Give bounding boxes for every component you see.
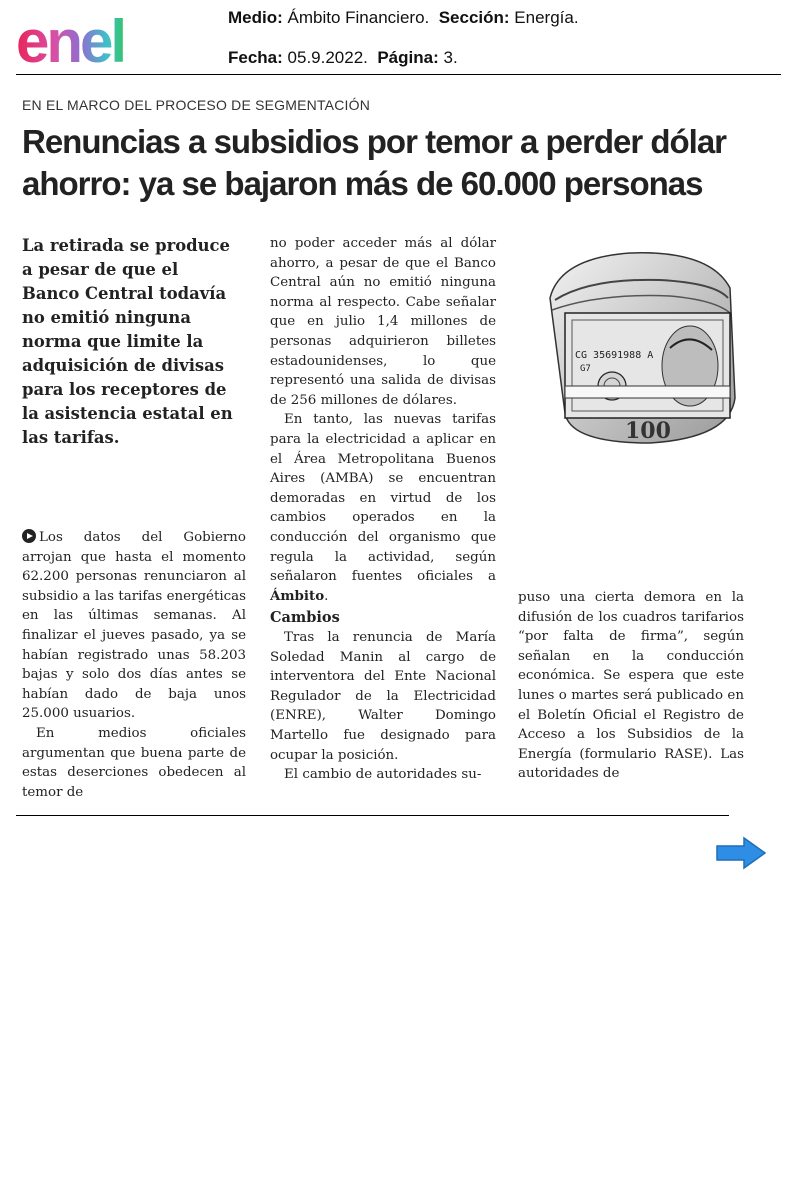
pagina-value: 3. [443,48,458,67]
section-subhead: Cambios [270,609,340,626]
svg-text:CG 35691988 A: CG 35691988 A [575,350,654,361]
paragraph: En tanto, las nuevas tarifas para la electricidad a aplicar en el Área Metropolitana Buenos Aires (AMBA) se encuentran demoradas en virtud de los cambios operados en la conducción del organismo que regula la actividad, según señalaron fuentes oficiales a Ámbito. [270,412,496,604]
footer-divider [16,815,729,816]
meta-line-1 [228,8,579,28]
paragraph: puso una cierta demora en la difusión de los cuadros tarifarios “por falta de firma”, según señalan en la conducción económica. Se espera que este lunes o martes será publicado en el Boletín Oficial el Registro de Acceso a los Subsidios de la Energía (formulario RASE). Las autoridades de [518,590,744,782]
medio-label: Medio: [228,8,283,27]
seccion-value: Energía. [514,8,579,27]
fecha-label: Fecha: [228,48,283,67]
enel-logo [16,6,176,70]
paragraph: Tras la renuncia de María Soledad Manin al cargo de interventora del Ente Nacional Regulador de la Electricidad (ENRE), Walter Domingo Martello fue designado para ocupar la posición. [270,630,496,763]
svg-text:G7: G7 [580,364,591,374]
paragraph: El cambio de autoridades su- [284,767,482,783]
paragraph: En medios oficiales argumentan que buena parte de estas deserciones obedecen al temor de [22,725,246,800]
seccion-label: Sección: [438,8,510,27]
svg-text:100: 100 [625,418,671,444]
paragraph: no poder acceder más al dólar ahorro, a pesar de que el Banco Central aún no emitió ninguna norma al respecto. Cabe señalar que en julio 1,4 millones de personas adquirieron billetes estadounidenses, lo que representó una salida de divisas de 256 millones de dólares. [270,236,496,408]
pagina-label: Página: [377,48,439,67]
article-column-2-top [270,234,496,606]
article-kicker: EN EL MARCO DEL PROCESO DE SEGMENTACIÓN [22,97,371,113]
article-column-2-bottom [270,608,496,785]
svg-text:enel: enel [16,8,125,70]
article-column-3 [518,588,744,784]
meta-line-2 [228,48,458,68]
fecha-value: 05.9.2022. [287,48,368,67]
medio-value: Ámbito Financiero. [287,8,430,27]
article-lead: La retirada se produce a pesar de que el Banco Central todavía no emitió ninguna norma que limite la adquisición de divisas para los receptores de la asistencia estatal en las tarifas. [22,236,233,447]
dollar-roll-photo [530,238,745,453]
next-page-arrow-icon[interactable] [714,836,768,870]
article-column-1 [22,528,246,802]
paragraph: Los datos del Gobierno arrojan que hasta el momento 62.200 personas renunciaron al subsidio a las tarifas energéticas en las últimas semanas. Al finalizar el jueves pasado, ya se habían registrado unas 58.203 bajas y solo dos días antes se habían dado de baja unos 25.000 usuarios. [22,530,246,722]
source-name: Ámbito [270,587,325,604]
article-headline: Renuncias a subsidios por temor a perder dólar ahorro: ya se bajaron más de 60.000 personas [22,123,727,202]
play-bullet-icon [22,529,36,543]
header-divider [16,74,781,75]
